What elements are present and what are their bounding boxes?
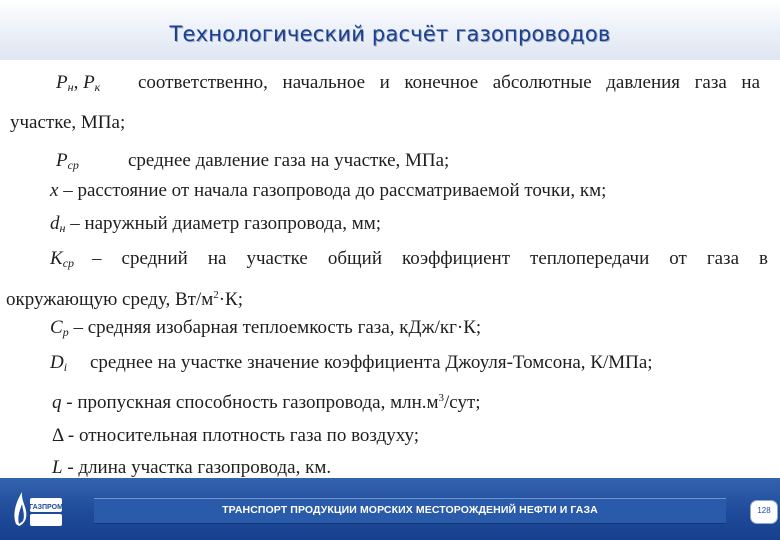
definition-p-start-end: $P_н$, $P_к$ bbox=[56, 72, 101, 94]
gazprom-logo-icon bbox=[6, 484, 64, 534]
slide-title: Технологический расчёт газопроводов bbox=[169, 22, 611, 46]
definition-k-avg: $K_{ср}$ bbox=[50, 248, 75, 270]
definition-k-avg-text: – средний на участке общий коэффициент теплопередачи от газа в bbox=[92, 248, 768, 269]
definition-l: L - длина участка газопровода, км. bbox=[52, 457, 332, 478]
svg-text:ГАЗПРОМ: ГАЗПРОМ bbox=[29, 504, 63, 511]
definition-x: x – расстояние от начала газопровода до рассматриваемой точки, км; bbox=[50, 180, 607, 201]
definition-cp: $C_p$ – средняя изобарная теплоемкость газа, кДж/кг·К; bbox=[50, 317, 482, 339]
definition-p-start-end-text: соответственно, начальное и конечное абсолютные давления газа на bbox=[138, 72, 760, 93]
definition-dn: $d_н$ – наружный диаметр газопровода, мм; bbox=[50, 213, 382, 235]
footer-title: ТРАНСПОРТ ПРОДУКЦИИ МОРСКИХ МЕСТОРОЖДЕНИЙ НЕФТИ И ГАЗА bbox=[222, 504, 598, 516]
definition-di: $D_i$ bbox=[50, 352, 68, 374]
definition-delta: Δ - относительная плотность газа по воздуху; bbox=[52, 425, 420, 446]
definition-p-avg-text: среднее давление газа на участке, МПа; bbox=[128, 150, 450, 171]
definition-continuation: участке, МПа; bbox=[10, 112, 126, 133]
definition-p-avg: $P_{ср}$ bbox=[56, 150, 79, 172]
definition-k-avg-continuation: окружающую среду, $Вт/м^2\cdot К$; bbox=[6, 289, 243, 310]
page-number: 128 bbox=[757, 506, 771, 515]
definition-q: q - пропускная способность газопровода, $млн.м^3$/сут; bbox=[52, 392, 481, 413]
definition-di-text: среднее на участке значение коэффициента Джоуля-Томсона, К/МПа; bbox=[90, 352, 653, 373]
